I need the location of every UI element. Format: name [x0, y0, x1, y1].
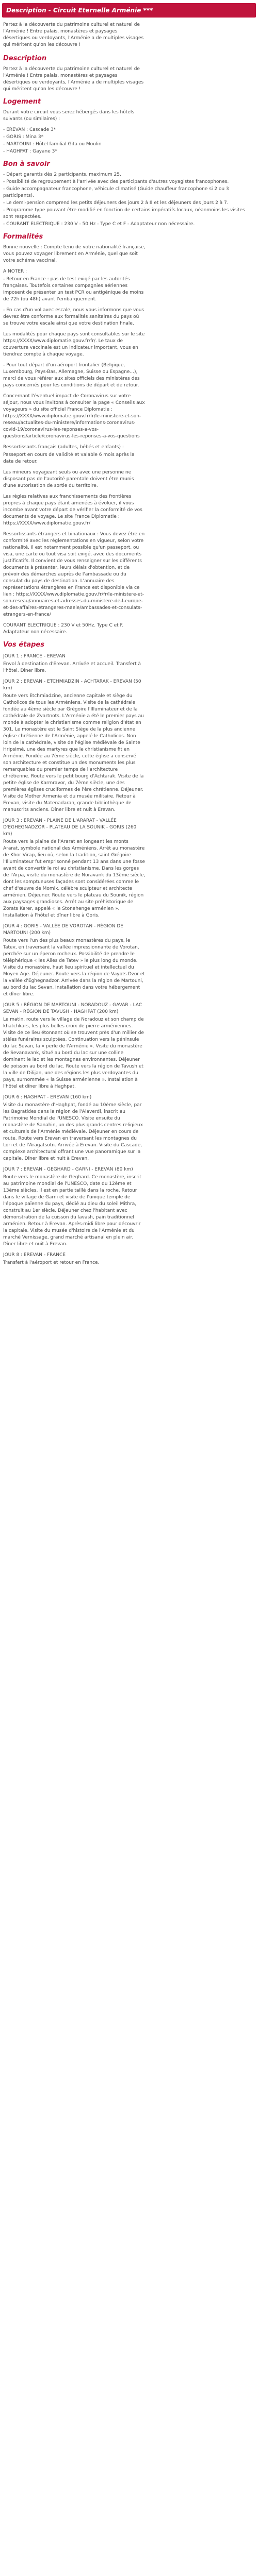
day-text: Visite du monastère d'Haghpat, fondé au 10ème siècle, par les Bagratides dans la région de l'Alaverdi, inscrit au Patrimoine Mondial de l'UNESCO. Visite ensuite du monastère de Sanahin, un des plus grands centres religieux et culturels de l'Arménie médiévale. Déjeuner en cours de route. Route vers Erevan en traversant les montagnes du Lori et de l'Aragatsotn. Arrivée à Erevan. Visite du Cascade, complexe architectural offrant une vue panoramique sur la capitale. Dîner libre et nuit à Erevan.	[3, 1103, 143, 1161]
bon-a-savoir-item: - Programme type pouvant être modifié en fonction de certains impératifs locaux, néanmoins les visites sont respectées.	[3, 208, 245, 219]
bon-a-savoir-item: - Possibilité de regroupement à l'arrivée avec des participants d'autres voyagistes francophones.	[3, 179, 229, 184]
day-text: Transfert à l'aéroport et retour en France.	[3, 1260, 100, 1265]
formalites-heading: Formalités	[3, 233, 43, 241]
formalites-paragraph: - Pour tout départ d'un aéroport frontalier (Belgique, Luxembourg, Pays-Bas, Allemagne, Suisse ou Espagne...), merci de vous référer aux sites officiels des ministères des pays concernés pour les conditions de départ et de retour.	[3, 363, 140, 388]
formalites-paragraph: - En cas d'un vol avec escale, nous vous informons que vous devrez être conforme aux formalités sanitaires du pays où se trouve votre escale ainsi que votre destination finale.	[3, 308, 144, 326]
day-text: Route vers l'un des plus beaux monastères du pays, le Tatev, en traversant la vallée impressionnante de Vorotan, perchée sur un éperon rocheux. Possibilité de prendre le téléphérique « les Ailes de Tatev » le plus long du monde. Visite du monastère, haut lieu spirituel et intellectuel du Moyen Age. Déjeuner. Route vers la région de Vayots Dzor et la vallée d'Eghegnadzor. Arrivée dans la région de Martouni, au bord du lac Sevan. Installation dans votre hébergement et dîner libre.	[3, 938, 145, 997]
day-title: JOUR 5 : RÉGION DE MARTOUNI - NORADOUZ - GAVAR - LAC SEVAN - RÉGION DE TAVUSH - HAGHPAT (200 km)	[3, 1003, 142, 1014]
day-text: Route vers la plaine de l'Ararat en longeant les monts Ararat, symbole national des Arméniens. Arrêt au monastère de Khor Virap, lieu où, selon la tradition, saint Grégoire l'Illuminateur fut emprisonné pendant 13 ans dans une fosse avant de convertir le roi au christianisme. Dans les gorges de l'Arpa, visite du monastère de Noravank du 13ème siècle, dont les somptueuses façades sont considérées comme le chef d'œuvre de Momik, célèbre sculpteur et architecte arménien. Déjeuner. Route vers le plateau du Sounik, région aux paysages grandioses. Arrêt au site préhistorique de Zorats Karer, appelé « le Stonehenge arménien ». Installation à l'hôtel et dîner libre à Goris.	[3, 839, 146, 918]
day-title: JOUR 6 : HAGHPAT - EREVAN (160 km)	[3, 1095, 92, 1100]
logement-heading: Logement	[3, 98, 41, 106]
bon-a-savoir-heading: Bon à savoir	[3, 160, 50, 168]
formalites-paragraph: Passeport en cours de validité et valable 6 mois après la date de retour.	[3, 452, 135, 464]
logement-item: - GORIS : Mina 3*	[3, 134, 44, 140]
intro-text: Partez à la découverte du patrimoine culturel et naturel de l'Arménie ! Entre palais, monastères et paysages désertiques ou verdoyants, l'Arménie a de multiples visages qui méritent qu'on les découvre !	[3, 22, 144, 47]
formalites-paragraph: Les modalités pour chaque pays sont consultables sur le site https://XXXX/www.diplomatie.gouv.fr/fr/. Le taux de couverture vaccinale est un indicateur important, vous en tiendrez compte à chaque voyage.	[3, 332, 145, 357]
bon-a-savoir-item: - Le demi-pension comprend les petits déjeuners des jours 2 à 8 et les déjeuners des jours 2 à 7.	[3, 200, 229, 206]
bon-a-savoir-item: - Guide accompagnateur francophone, véhicule climatisé (Guide chauffeur francophone si 2 ou 3 participants).	[3, 187, 229, 198]
formalites-paragraph: Bonne nouvelle : Compte tenu de votre nationalité française, vous pouvez voyager librement en Arménie, quel que soit votre schéma vaccinal.	[3, 245, 146, 263]
formalites-paragraph: Les règles relatives aux franchissements des frontières propres à chaque pays étant amenées à évoluer, il vous incombe avant votre départ de vérifier la conformité de vos documents de voyage. Le site France Diplomatie : https://XXXX/www.diplomatie.gouv.fr/	[3, 494, 142, 526]
bon-a-savoir-list	[3, 172, 255, 228]
page-title: Description - Circuit Eternelle Arménie ***	[2, 3, 256, 18]
day-text: Route vers Etchmiadzine, ancienne capitale et siège du Catholicos de tous les Arméniens. Visite de la cathédrale fondée au 4ème siècle par Grégoire l'Illuminateur et de la cathédrale de Zvartnots. L'Arménie a été le premier pays au monde à adopter le christianisme comme religion d'état en 301. Le monastère est le Saint Siège de la plus ancienne église chrétienne de l'Arménie, appelé le Catholicos. Non loin de la cathédrale, visite de l'église médiévale de Sainte Hripsimé, une des martyres que le christianisme fit en Arménie. Fondée au 7ème siècle, cette église a conservé son architecture et constitue un des monuments les plus remarquables du premier temps de l'architecture chrétienne. Route vers le petit bourg d'Achtarak. Visite de la petite église de Karmravor, du 7ème siècle, une des premières églises cruciformes de l'ère chrétienne. Déjeuner. Visite de Mother Armenia et du musée militaire. Retour à Erevan, visite du Matenadaran, grande bibliothèque de manuscrits anciens. Dîner libre et nuit à Erevan.	[3, 693, 144, 812]
formalites-paragraph: A NOTER :	[3, 269, 27, 274]
page	[0, 3, 258, 1266]
bon-a-savoir-item: - COURANT ELECTRIQUE : 230 V - 50 Hz - Type C et F - Adaptateur non nécessaire.	[3, 222, 195, 227]
day-title: JOUR 4 : GORIS - VALLÉE DE VOROTAN - RÉGION DE MARTOUNI (200 km)	[3, 924, 123, 936]
logement-item: - MARTOUNI : Hôtel familial Gita ou Moulin	[3, 142, 102, 147]
logement-item: - HAGHPAT : Gayane 3*	[3, 149, 57, 154]
logement-intro: Durant votre circuit vous serez hébergés dans les hôtels suivants (ou similaires) :	[3, 110, 135, 122]
formalites-paragraph: Concernant l'éventuel impact de Coronavirus sur votre séjour, nous vous invitons à consulter la page « Conseils aux voyageurs » du site officiel France Diplomatie : https://XXXX/www.diplomatie.gouv.fr/fr/le-ministere-et-son-reseau/actualites-du-ministere/informations-coronavirus-covid-19/coronavirus-les-reponses-a-vos-questions/article/coronavirus-les-reponses-a-vos-questions	[3, 394, 145, 439]
formalites-paragraph: Ressortissants français (adultes, bébés et enfants) :	[3, 445, 124, 450]
formalites-paragraph: COURANT ELECTRIQUE : 230 V et 50Hz. Type C et F. Adaptateur non nécessaire.	[3, 623, 124, 635]
bon-a-savoir-item: - Départ garantis dès 2 participants, maximum 25.	[3, 172, 121, 177]
day-title: JOUR 1 : FRANCE - EREVAN	[3, 654, 66, 659]
day-text: Envol à destination d'Erevan. Arrivée et accueil. Transfert à l'hôtel. Dîner libre.	[3, 662, 141, 673]
day-title: JOUR 8 : EREVAN - FRANCE	[3, 1252, 66, 1258]
day-title: JOUR 3 : EREVAN - PLAINE DE L'ARARAT - VALLÉE D'EGHEGNADZOR - PLATEAU DE LA SOUNIK - GORIS (260 km)	[3, 818, 137, 837]
formalites-paragraph: - Retour en France : pas de test exigé par les autorités françaises. Toutefois certaines compagnies aériennes imposent de présenter un test PCR ou antigénique de moins de 72h (ou 48h) avant l'embarquement.	[3, 277, 144, 302]
day-title: JOUR 7 : EREVAN - GEGHARD - GARNI - EREVAN (80 km)	[3, 1167, 133, 1172]
description-text: Partez à la découverte du patrimoine culturel et naturel de l'Arménie ! Entre palais, monastères et paysages désertiques ou verdoyants, l'Arménie a de multiples visages qui méritent qu'on les découvre !	[3, 66, 144, 92]
day-title: JOUR 2 : EREVAN - ETCHMIADZIN - ACHTARAK - EREVAN (50 km)	[3, 679, 141, 691]
vos-etapes-heading: Vos étapes	[3, 641, 44, 649]
formalites-paragraph: Ressortissants étrangers et binationaux : Vous devez être en conformité avec les réglementations en vigueur, selon votre nationalité. Il est notamment possible qu'un passeport, ou visa, une carte ou tout visa soit exigé, avec des documents justificatifs. Il convient de vous renseigner sur les différents documents à présenter, leurs délais d'obtention, et de prévoir des démarches auprès de l'ambassade ou du consulat du pays de destination. L'annuaire des représentations étrangères en France est disponible via ce lien : https://XXXX/www.diplomatie.gouv.fr/fr/le-ministere-et-son-reseau/annuaires-et-adresses-du-ministere-de-l-europe-et-des-affaires-etrangeres-maeie/ambassades-et-consulats-etrangers-en-france/	[3, 532, 145, 617]
logement-item: - EREVAN : Cascade 3*	[3, 127, 56, 132]
description-heading: Description	[3, 55, 47, 62]
formalites-paragraph: Les mineurs voyageant seuls ou avec une personne ne disposant pas de l'autorité parentale doivent être munis d'une autorisation de sortie du territoire.	[3, 470, 134, 488]
day-text: Route vers le monastère de Geghard. Ce monastère, inscrit au patrimoine mondial de l'UNESCO, date du 12ème et 13ème siècles. Il est en partie taillé dans la roche. Retour dans le village de Garni et visite de l'unique temple de l'époque païenne du pays, dédié au dieu du soleil Mithra, construit au 1er siècle. Déjeuner chez l'habitant avec démonstration de la cuisson du lavash, pain traditionnel arménien. Retour à Erevan. Après-midi libre pour découvrir la capitale. Visite du musée d'histoire de l'Arménie et du marché Vernissage, grand marché artisanal en plein air. Dîner libre et nuit à Erevan.	[3, 1175, 141, 1247]
logement-list	[3, 127, 255, 155]
day-text: Le matin, route vers le village de Noradouz et son champ de khatchkars, les plus belles croix de pierre arméniennes. Visite de ce lieu étonnant où se trouvent près d'un millier de stèles funéraires sculptées. Continuation vers la péninsule du lac Sevan, la « perle de l'Arménie ». Visite du monastère de Sevanavank, situé au bord du lac sur une colline dominant le lac et les montagnes environnantes. Déjeuner de poisson au bord du lac. Route vers la région de Tavush et la ville de Dilijan, une des régions les plus verdoyantes du pays, surnommée « la Suisse arménienne ». Installation à l'hôtel et dîner libre à Haghpat.	[3, 1017, 144, 1089]
